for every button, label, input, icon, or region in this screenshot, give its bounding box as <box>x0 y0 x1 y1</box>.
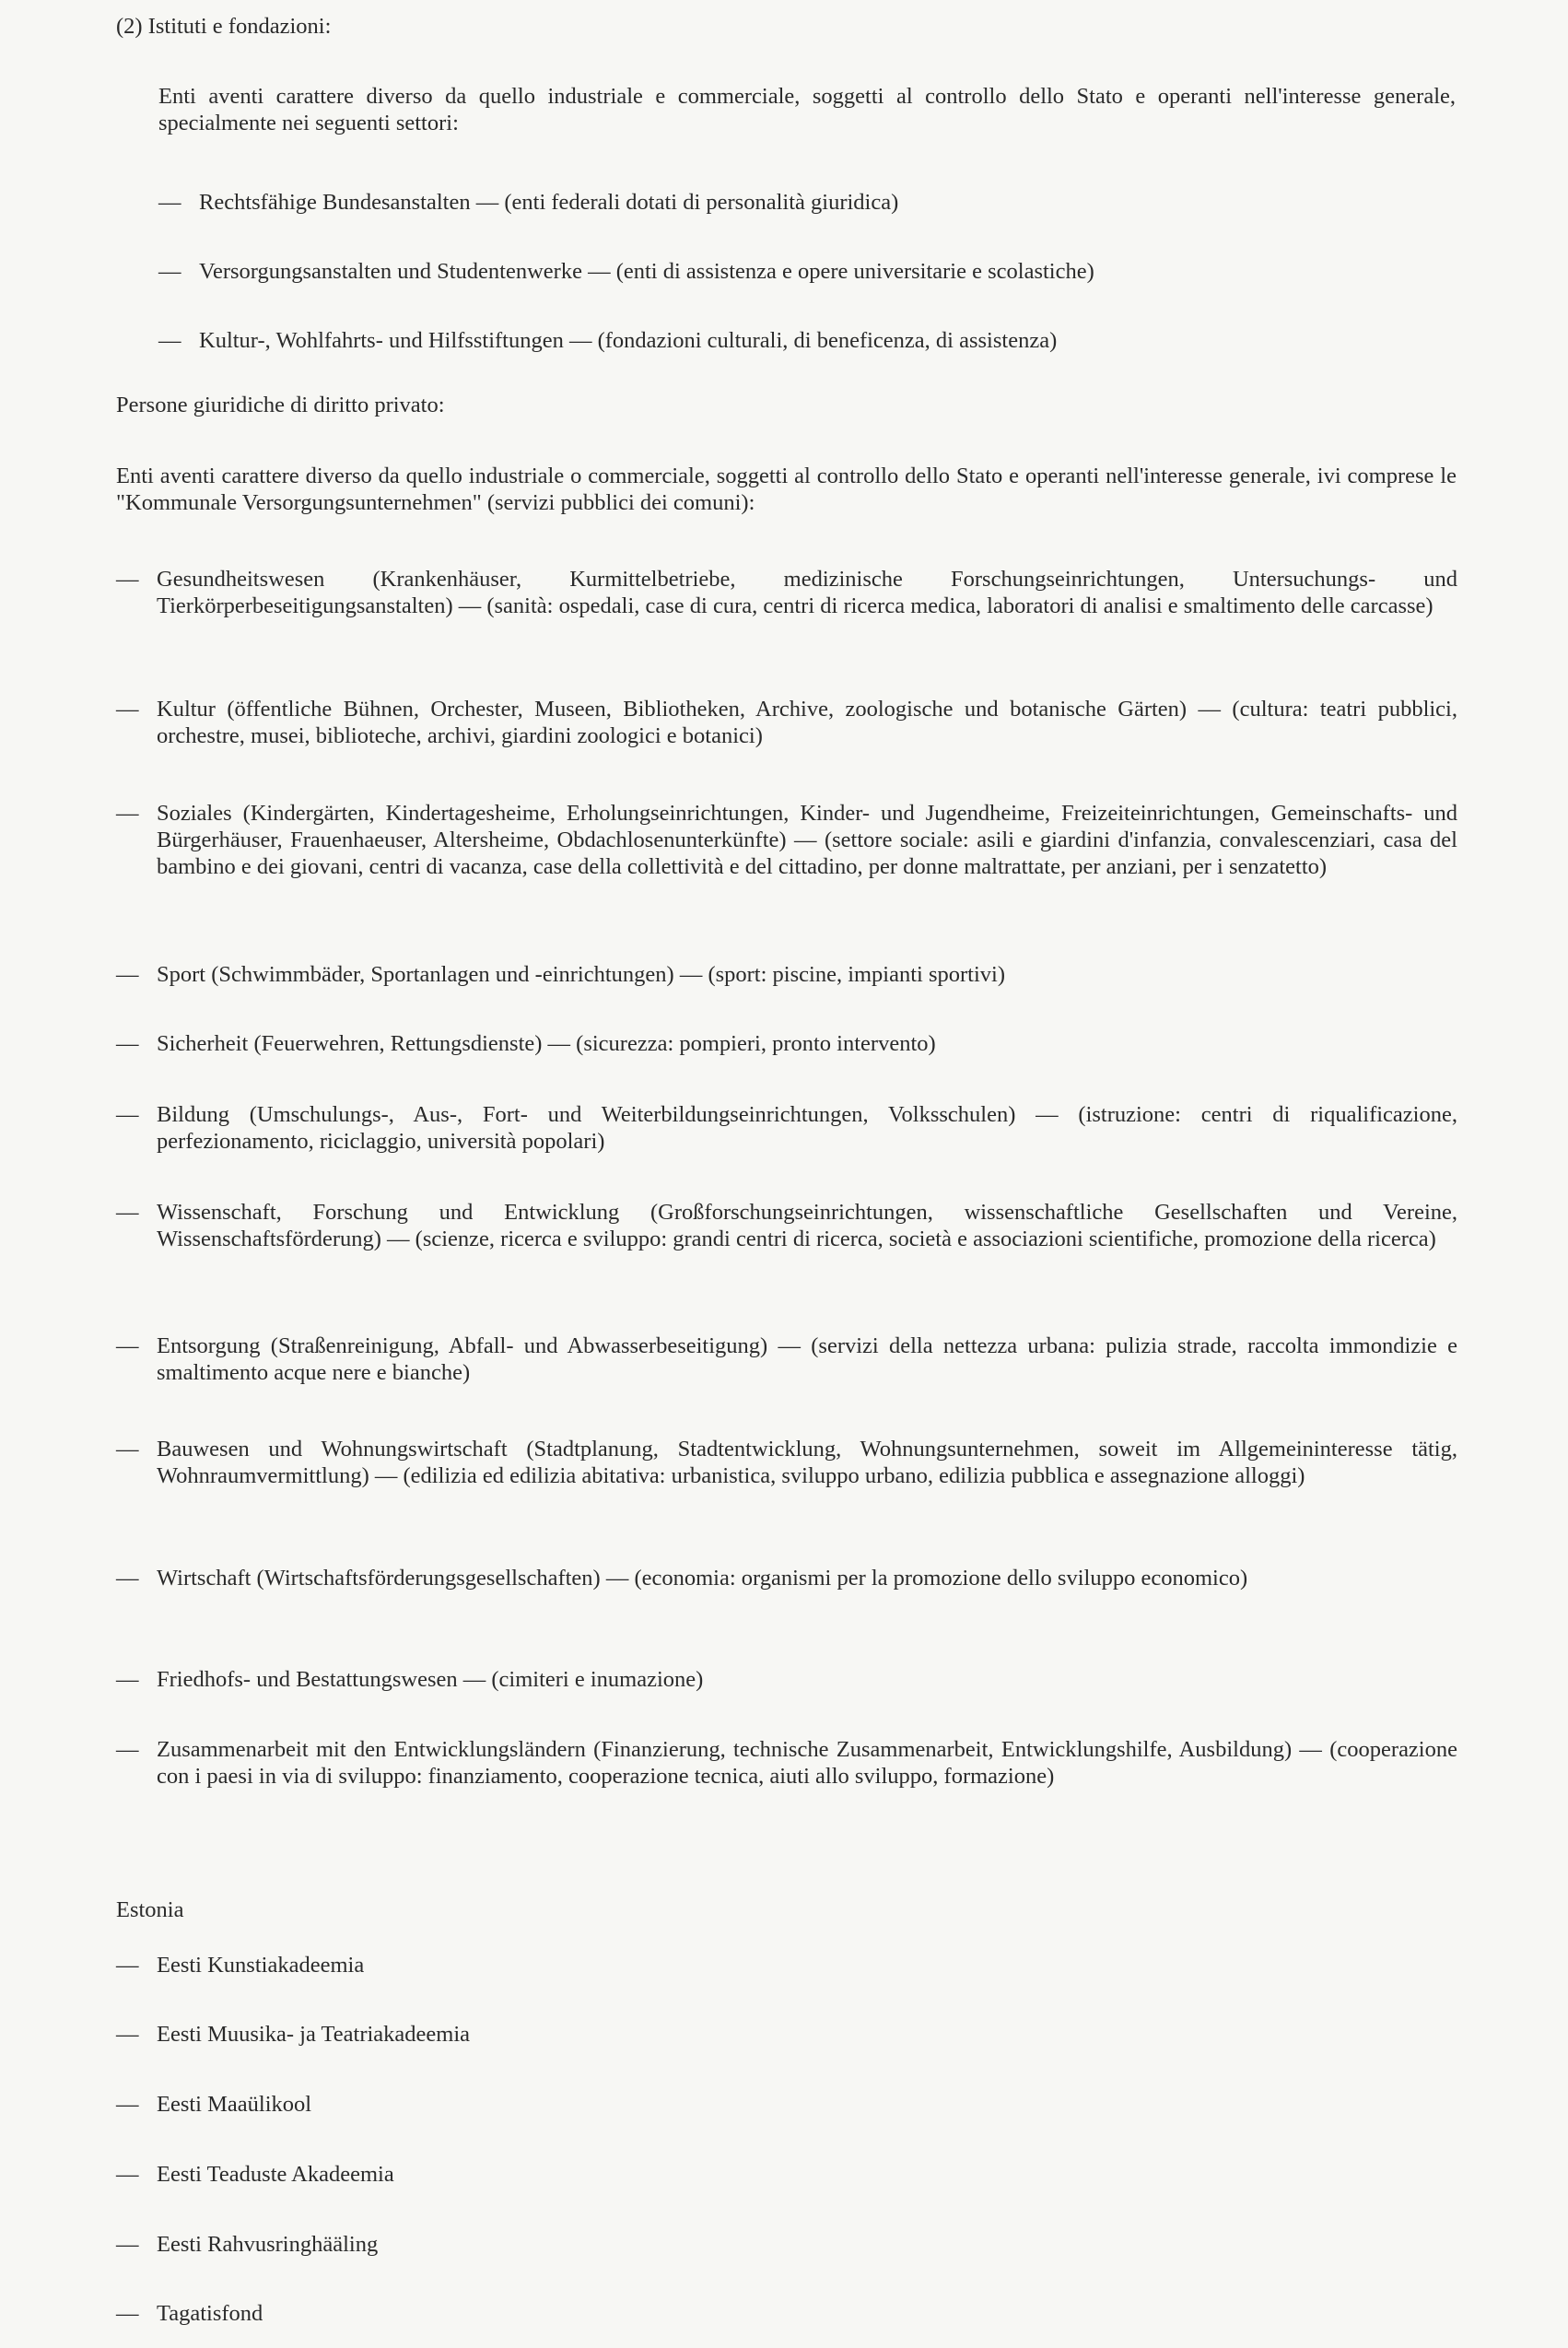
dash-bullet: — <box>116 1333 139 1358</box>
list-item: — Bildung (Umschulungs-, Aus-, Fort- und Weiterbildungseinrichtungen, Volksschulen) — (istruzione: centri di riqualificazione, perfezionamento, riciclaggio, università popolari) <box>116 1102 1457 1155</box>
dash-bullet: — <box>116 2232 139 2257</box>
list-item: — Eesti Teaduste Akadeemia <box>116 2162 394 2187</box>
dash-bullet: — <box>158 190 181 215</box>
list-item: — Sicherheit (Feuerwehren, Rettungsdienste) — (sicurezza: pompieri, pronto intervento) <box>116 1031 936 1056</box>
list-item: — Zusammenarbeit mit den Entwicklungsländern (Finanzierung, technische Zusammenarbeit, Entwicklungshilfe, Ausbildung) — (cooperazione con i paesi in via di sviluppo: finanziamento, cooperazione tecnica, aiuti allo sviluppo, formazione) <box>116 1737 1457 1790</box>
dash-bullet: — <box>116 1953 139 1978</box>
list-item: — Soziales (Kindergärten, Kindertagesheime, Erholungseinrichtungen, Kinder- und Jugendheime, Freizeiteinrichtungen, Gemeinschafts- und Bürgerhäuser, Frauenhaeuser, Altersheime, Obdachlosenunterkünfte) — (settore sociale: asili e giardini d'infanzia, convalescenziari, casa del bambino e dei giovani, centri di vacanza, case della collettività e del cittadino, per donne maltrattate, per anziani, per i senzatetto) <box>116 801 1457 880</box>
list-item: — Kultur (öffentliche Bühnen, Orchester, Museen, Bibliotheken, Archive, zoologische und botanische Gärten) — (cultura: teatri pubblici, orchestre, musei, biblioteche, archivi, giardini zoologici e botanici) <box>116 697 1457 749</box>
list-item: — Entsorgung (Straßenreinigung, Abfall- und Abwasserbeseitigung) — (servizi della nettezza urbana: pulizia strade, raccolta immondizie e smaltimento acque nere e bianche) <box>116 1333 1457 1386</box>
section-title: (2) Istituti e fondazioni: <box>116 14 332 39</box>
dash-bullet: — <box>116 2022 139 2047</box>
private-heading: Persone giuridiche di diritto privato: <box>116 393 445 417</box>
list-item: — Wissenschaft, Forschung und Entwicklung (Großforschungseinrichtungen, wissenschaftliche Gesellschaften und Vereine, Wissenschaftsförderung) — (scienze, ricerca e sviluppo: grandi centri di ricerca, società e associazioni scientifiche, promozione della ricerca) <box>116 1200 1457 1252</box>
list-item: — Gesundheitswesen (Krankenhäuser, Kurmittelbetriebe, medizinische Forschungseinrichtungen, Untersuchungs- und Tierkörperbeseitigungsanstalten) — (sanità: ospedali, case di cura, centri di ricerca medica, laboratori di analisi e smaltimento delle carcasse) <box>116 567 1457 619</box>
dash-bullet: — <box>116 1667 139 1692</box>
list-item: — Bauwesen und Wohnungswirtschaft (Stadtplanung, Stadtentwicklung, Wohnungsunternehmen, soweit im Allgemeininteresse tätig, Wohnraumvermittlung) — (edilizia ed edilizia abitativa: urbanistica, sviluppo urbano, edilizia pubblica e assegnazione alloggi) <box>116 1437 1457 1489</box>
dash-bullet: — <box>158 259 181 284</box>
private-paragraph: Enti aventi carattere diverso da quello industriale o commerciale, soggetti al controllo dello Stato e operanti nell'interesse generale, ivi comprese le "Kommunale Versorgungsunternehmen" (servizi pubblici dei comuni): <box>116 464 1457 516</box>
dash-bullet: — <box>116 2301 139 2326</box>
list-item: — Eesti Maaülikool <box>116 2092 312 2117</box>
dash-bullet: — <box>116 962 139 987</box>
dash-bullet: — <box>158 328 181 353</box>
dash-bullet: — <box>116 1437 139 1462</box>
list-item: — Kultur-, Wohlfahrts- und Hilfsstiftungen — (fondazioni culturali, di beneficenza, di assistenza) <box>158 328 1058 353</box>
list-item: — Versorgungsanstalten und Studentenwerke — (enti di assistenza e opere universitarie e scolastiche) <box>158 259 1094 284</box>
list-item: — Eesti Kunstiakadeemia <box>116 1953 365 1978</box>
dash-bullet: — <box>116 1566 139 1591</box>
list-item: — Rechtsfähige Bundesanstalten — (enti federali dotati di personalità giuridica) <box>158 190 899 215</box>
dash-bullet: — <box>116 1102 139 1127</box>
dash-bullet: — <box>116 2092 139 2117</box>
list-item: — Sport (Schwimmbäder, Sportanlagen und -einrichtungen) — (sport: piscine, impianti sportivi) <box>116 962 1005 987</box>
list-item: — Eesti Rahvusringhääling <box>116 2232 379 2257</box>
list-item: — Friedhofs- und Bestattungswesen — (cimiteri e inumazione) <box>116 1667 704 1692</box>
dash-bullet: — <box>116 1737 139 1762</box>
dash-bullet: — <box>116 567 139 592</box>
dash-bullet: — <box>116 801 139 826</box>
dash-bullet: — <box>116 2162 139 2187</box>
list-item: — Eesti Muusika- ja Teatriakadeemia <box>116 2022 471 2047</box>
intro-paragraph: Enti aventi carattere diverso da quello industriale e commerciale, soggetti al controllo dello Stato e operanti nell'interesse generale, specialmente nei seguenti settori: <box>158 84 1456 136</box>
list-item: — Tagatisfond <box>116 2301 263 2326</box>
list-item: — Wirtschaft (Wirtschaftsförderungsgesellschaften) — (economia: organismi per la promozione dello sviluppo economico) <box>116 1566 1248 1591</box>
country-heading: Estonia <box>116 1897 184 1922</box>
dash-bullet: — <box>116 1031 139 1056</box>
dash-bullet: — <box>116 1200 139 1225</box>
dash-bullet: — <box>116 697 139 722</box>
